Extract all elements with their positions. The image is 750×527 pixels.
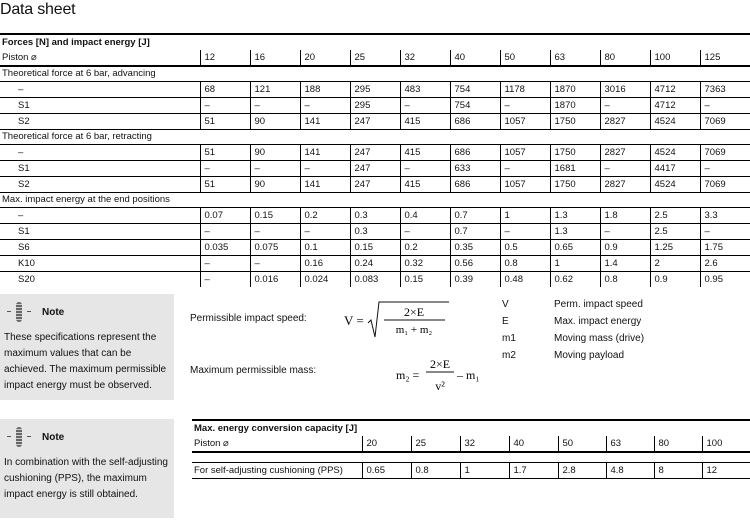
- table-row: [0, 82, 750, 98]
- table-cell: 12: [702, 463, 750, 479]
- piston-size-header: 100: [702, 436, 750, 452]
- table-cell: –: [400, 98, 450, 114]
- table-cell: 0.65: [550, 240, 600, 256]
- row-variant-label: S2: [0, 177, 200, 193]
- table-caption: Forces [N] and impact energy [J]: [0, 34, 750, 50]
- table-cell: 247: [350, 114, 400, 130]
- row-variant-label: S1: [0, 161, 200, 177]
- mass-tail: – m₁: [457, 368, 480, 382]
- table-row: [192, 463, 750, 479]
- table-cell: 0.8: [500, 256, 550, 272]
- table-cell: –: [300, 161, 350, 177]
- impact-speed-label: Permissible impact speed:: [190, 313, 307, 324]
- table-cell: 0.39: [450, 272, 500, 288]
- table-cell: 633: [450, 161, 500, 177]
- table-cell: 141: [300, 177, 350, 193]
- table-cell: 2.6: [700, 256, 750, 272]
- speed-denominator: m₁ + m₂: [395, 324, 433, 336]
- piston-size-header: 63: [606, 436, 654, 452]
- max-mass-formula: [396, 354, 486, 396]
- piston-size-header: 25: [350, 50, 400, 66]
- table-cell: 0.7: [450, 208, 500, 224]
- table-cell: 2827: [600, 177, 650, 193]
- row-label: For self-adjusting cushioning (PPS): [192, 463, 362, 479]
- table-cell: 0.95: [700, 272, 750, 288]
- table-cell: 1.8: [600, 208, 650, 224]
- table-header-row: [192, 436, 750, 452]
- piston-size-header: 20: [300, 50, 350, 66]
- table-cell: 7069: [700, 145, 750, 161]
- table-cell: 90: [250, 145, 300, 161]
- table-cell: 4524: [650, 177, 700, 193]
- table-cell: –: [600, 98, 650, 114]
- table-cell: –: [250, 161, 300, 177]
- table-cell: 7069: [700, 114, 750, 130]
- table-cell: 686: [450, 145, 500, 161]
- table-cell: 247: [350, 161, 400, 177]
- piston-size-header: 40: [450, 50, 500, 66]
- table-cell: –: [600, 224, 650, 240]
- piston-size-header: 63: [550, 50, 600, 66]
- table-cell: 3.3: [700, 208, 750, 224]
- table-cell: 1750: [550, 177, 600, 193]
- row-variant-label: S20: [18, 274, 35, 285]
- table-cell: 1057: [500, 177, 550, 193]
- piston-size-header: 125: [700, 50, 750, 66]
- table-row: [0, 98, 750, 114]
- table-cell: –: [700, 224, 750, 240]
- table-cell: 0.075: [250, 240, 300, 256]
- table-cell: 0.56: [450, 256, 500, 272]
- piston-size-header: 25: [411, 436, 460, 452]
- table-cell: 1681: [550, 161, 600, 177]
- page-title: Data sheet: [0, 1, 76, 18]
- table-cell: 4524: [650, 145, 700, 161]
- table-cell: 141: [300, 114, 350, 130]
- row-variant-label: –: [0, 208, 200, 224]
- mass-numerator: 2×E: [429, 357, 451, 371]
- table-cell: 1: [550, 256, 600, 272]
- legend-item: E Max. impact energy: [502, 316, 642, 327]
- table-row: [0, 224, 750, 240]
- table-cell: –: [200, 224, 250, 240]
- energy-conversion-table: [192, 419, 750, 479]
- table-cell: 4712: [650, 98, 700, 114]
- table-cell: 51: [200, 177, 250, 193]
- table-cell: 0.3: [350, 208, 400, 224]
- table-cell: 0.48: [500, 272, 550, 288]
- table-cell: 1.25: [650, 240, 700, 256]
- table-cell: 295: [350, 82, 400, 98]
- table-cell: 2.8: [558, 463, 606, 479]
- table-cell: 0.083: [350, 272, 400, 288]
- row-variant-label: –: [0, 82, 200, 98]
- table-cell: 1750: [550, 114, 600, 130]
- note-text: In combination with the self-adjusting cushioning (PPS), the maximum impact energy is still obtained.: [4, 457, 168, 500]
- row-variant-label: –: [0, 145, 200, 161]
- table-row: [0, 177, 750, 193]
- table-cell: 0.5: [500, 240, 550, 256]
- table-cell: 1: [460, 463, 509, 479]
- table-cell: 0.07: [200, 208, 250, 224]
- table-cell: 1: [500, 208, 550, 224]
- table-cell: –: [300, 224, 350, 240]
- table-cell: 1870: [550, 82, 600, 98]
- table-cell: 4524: [650, 114, 700, 130]
- table-cell: 4.8: [606, 463, 654, 479]
- symbol-legend: [502, 296, 742, 366]
- legend-item: m1 Moving mass (drive): [502, 333, 645, 344]
- table-cell: 0.016: [250, 272, 300, 288]
- table-cell: –: [300, 98, 350, 114]
- piston-size-header: 50: [558, 436, 606, 452]
- table-cell: 1750: [550, 145, 600, 161]
- mass-denominator: v²: [435, 379, 445, 393]
- table-cell: –: [700, 161, 750, 177]
- table-cell: 1870: [550, 98, 600, 114]
- table-cell: –: [250, 98, 300, 114]
- table-cell: 7069: [700, 177, 750, 193]
- table-cell: –: [200, 256, 250, 272]
- table-cell: 1.3: [550, 208, 600, 224]
- table-cell: 0.16: [300, 256, 350, 272]
- note-label: Note: [42, 431, 65, 443]
- table-cell: 0.7: [450, 224, 500, 240]
- piston-size-header: 12: [200, 50, 250, 66]
- note-label: Note: [42, 306, 65, 318]
- piston-size-header: 80: [600, 50, 650, 66]
- table-cell: 415: [400, 177, 450, 193]
- note-box: [0, 419, 174, 518]
- piston-size-header: 80: [654, 436, 702, 452]
- note-icon: [4, 427, 34, 447]
- table-cell: –: [400, 161, 450, 177]
- table-row: [0, 240, 750, 256]
- forces-table: [0, 33, 750, 287]
- table-cell: –: [500, 98, 550, 114]
- section-title: Theoretical force at 6 bar, retracting: [0, 130, 750, 145]
- mass-lhs: m₂ =: [396, 368, 420, 382]
- table-row: [0, 145, 750, 161]
- table-cell: 1.75: [700, 240, 750, 256]
- table-cell: –: [500, 224, 550, 240]
- piston-label: Piston ⌀: [192, 436, 362, 452]
- piston-size-header: 50: [500, 50, 550, 66]
- table-cell: 295: [350, 98, 400, 114]
- piston-size-header: 20: [362, 436, 411, 452]
- row-variant-label: S2: [0, 114, 200, 130]
- row-variant-label: K10: [0, 256, 200, 272]
- table-cell: 2827: [600, 145, 650, 161]
- table-cell: –: [700, 98, 750, 114]
- table-cell: 0.9: [650, 272, 700, 288]
- table-cell: 51: [200, 145, 250, 161]
- table-cell: 0.8: [411, 463, 460, 479]
- table-cell: 68: [200, 82, 250, 98]
- table-cell: –: [200, 98, 250, 114]
- row-variant-label: S1: [0, 98, 200, 114]
- table-cell: 0.15: [400, 272, 450, 288]
- table-cell: 686: [450, 114, 500, 130]
- table-cell: 415: [400, 145, 450, 161]
- table-cell: 686: [450, 177, 500, 193]
- table-cell: 0.035: [200, 240, 250, 256]
- table-cell: 415: [400, 114, 450, 130]
- table-row: [0, 256, 750, 272]
- piston-size-header: 40: [509, 436, 558, 452]
- table-cell: 247: [350, 177, 400, 193]
- table-row: [0, 114, 750, 130]
- piston-size-header: 16: [250, 50, 300, 66]
- table-cell: 0.15: [250, 208, 300, 224]
- table-cell: 188: [300, 82, 350, 98]
- speed-lhs: V =: [344, 313, 364, 328]
- piston-size-header: 100: [650, 50, 700, 66]
- table-cell: 90: [250, 114, 300, 130]
- table-cell: 51: [200, 114, 250, 130]
- table-cell: 247: [350, 145, 400, 161]
- table-cell: 2.5: [650, 208, 700, 224]
- max-mass-label: Maximum permissible mass:: [190, 365, 317, 376]
- piston-size-header: 32: [460, 436, 509, 452]
- table-cell: 0.024: [300, 272, 350, 288]
- row-variant-label: S6: [0, 240, 200, 256]
- table-row: [0, 161, 750, 177]
- table-cell: 0.9: [600, 240, 650, 256]
- section-title: Theoretical force at 6 bar, advancing: [0, 66, 750, 82]
- table-cell: 0.1: [300, 240, 350, 256]
- table-cell: 754: [450, 98, 500, 114]
- table-cell: 1.4: [600, 256, 650, 272]
- table-cell: –: [200, 272, 250, 288]
- table-row: [0, 272, 750, 288]
- table-cell: 0.8: [600, 272, 650, 288]
- table-cell: 0.24: [350, 256, 400, 272]
- piston-size-header: 32: [400, 50, 450, 66]
- table-cell: 754: [450, 82, 500, 98]
- table-cell: –: [250, 256, 300, 272]
- note-text: These specifications represent the maximum values that can be achieved. The maximum permissible impact energy must be observed.: [4, 332, 167, 391]
- impact-speed-formula: [344, 298, 454, 340]
- table-cell: 0.2: [400, 240, 450, 256]
- table-cell: 0.15: [350, 240, 400, 256]
- row-variant-label: S1: [0, 224, 200, 240]
- table-row: [0, 208, 750, 224]
- table-cell: 8: [654, 463, 702, 479]
- table-cell: 4712: [650, 82, 700, 98]
- table-cell: 1178: [500, 82, 550, 98]
- table-cell: –: [200, 161, 250, 177]
- table-cell: 121: [250, 82, 300, 98]
- table-cell: 2: [650, 256, 700, 272]
- table-cell: 3016: [600, 82, 650, 98]
- note-icon: [4, 302, 34, 322]
- table-cell: 4417: [650, 161, 700, 177]
- table-cell: 0.62: [550, 272, 600, 288]
- piston-label: Piston ⌀: [0, 50, 200, 66]
- table-cell: 141: [300, 145, 350, 161]
- table-cell: 0.2: [300, 208, 350, 224]
- table-cell: 7363: [700, 82, 750, 98]
- table-cell: 0.35: [450, 240, 500, 256]
- table-cell: 0.4: [400, 208, 450, 224]
- section-title: Max. impact energy at the end positions: [0, 193, 750, 208]
- table-cell: 483: [400, 82, 450, 98]
- table-cell: –: [600, 161, 650, 177]
- table-caption: Max. energy conversion capacity [J]: [192, 420, 750, 436]
- legend-item: V Perm. impact speed: [502, 299, 643, 310]
- table-cell: 2.5: [650, 224, 700, 240]
- legend-item: m2 Moving payload: [502, 350, 625, 361]
- table-header-row: [0, 50, 750, 66]
- table-cell: 1.7: [509, 463, 558, 479]
- table-cell: –: [400, 224, 450, 240]
- table-cell: 1057: [500, 145, 550, 161]
- table-cell: 0.65: [362, 463, 411, 479]
- speed-numerator: 2×E: [403, 305, 425, 319]
- note-box: [0, 294, 174, 400]
- table-cell: –: [500, 161, 550, 177]
- table-cell: –: [250, 224, 300, 240]
- table-cell: 90: [250, 177, 300, 193]
- table-cell: 1.3: [550, 224, 600, 240]
- table-cell: 0.3: [350, 224, 400, 240]
- table-cell: 2827: [600, 114, 650, 130]
- table-cell: 1057: [500, 114, 550, 130]
- table-cell: 0.32: [400, 256, 450, 272]
